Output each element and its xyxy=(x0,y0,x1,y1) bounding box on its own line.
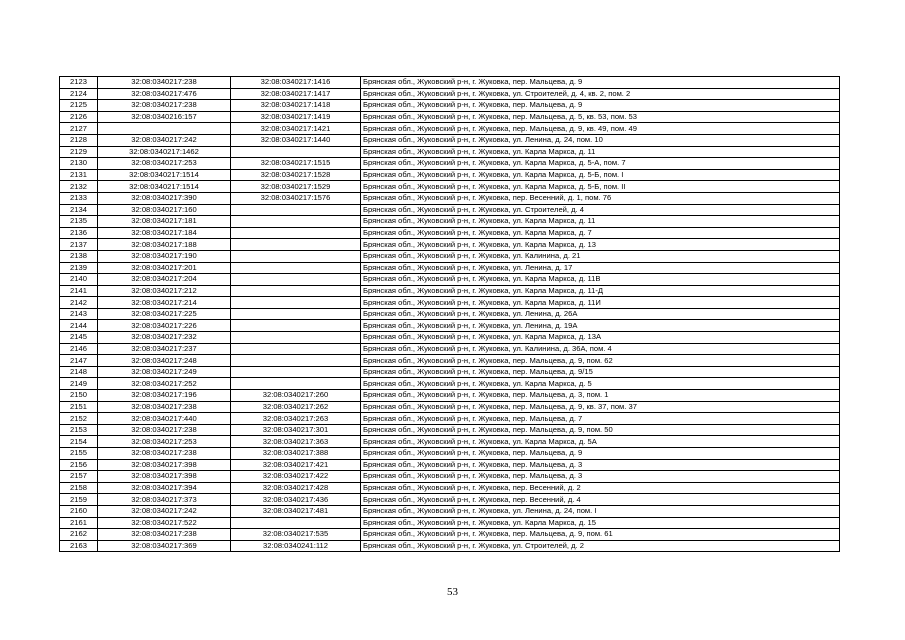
address-cell: Брянская обл., Жуковский р-н, г. Жуковка, пер. Мальцева, д. 9, кв. 49, пом. 49 xyxy=(361,123,840,135)
building-cadastral-number-cell: 32:08:0340217:225 xyxy=(98,308,231,320)
building-cadastral-number-cell: 32:08:0340217:369 xyxy=(98,540,231,552)
building-cadastral-number-cell: 32:08:0340217:214 xyxy=(98,297,231,309)
address-cell: Брянская обл., Жуковский р-н, г. Жуковка, пер. Мальцева, д. 9, пом. 61 xyxy=(361,529,840,541)
row-number-cell: 2137 xyxy=(60,239,98,251)
premises-cadastral-number-cell: 32:08:0340217:301 xyxy=(231,424,361,436)
table-row xyxy=(60,494,840,506)
building-cadastral-number-cell: 32:08:0340217:238 xyxy=(98,100,231,112)
address-cell: Брянская обл., Жуковский р-н, г. Жуковка, ул. Карла Маркса, д. 11 xyxy=(361,216,840,228)
row-number-cell: 2140 xyxy=(60,274,98,286)
premises-cadastral-number-cell: 32:08:0340217:1528 xyxy=(231,169,361,181)
address-cell: Брянская обл., Жуковский р-н, г. Жуковка, пер. Мальцева, д. 9/15 xyxy=(361,366,840,378)
row-number-cell: 2149 xyxy=(60,378,98,390)
table-row xyxy=(60,448,840,460)
address-cell: Брянская обл., Жуковский р-н, г. Жуковка, ул. Ленина, д. 26А xyxy=(361,308,840,320)
building-cadastral-number-cell: 32:08:0340217:253 xyxy=(98,436,231,448)
row-number-cell: 2123 xyxy=(60,77,98,89)
table-row xyxy=(60,100,840,112)
building-cadastral-number-cell: 32:08:0340217:390 xyxy=(98,192,231,204)
premises-cadastral-number-cell: 32:08:0340217:388 xyxy=(231,448,361,460)
table-row xyxy=(60,169,840,181)
premises-cadastral-number-cell xyxy=(231,146,361,158)
premises-cadastral-number-cell xyxy=(231,378,361,390)
table-row xyxy=(60,366,840,378)
row-number-cell: 2153 xyxy=(60,424,98,436)
premises-cadastral-number-cell xyxy=(231,332,361,344)
address-cell: Брянская обл., Жуковский р-н, г. Жуковка, ул. Карла Маркса, д. 5А xyxy=(361,436,840,448)
address-cell: Брянская обл., Жуковский р-н, г. Жуковка, ул. Карла Маркса, д. 7 xyxy=(361,227,840,239)
building-cadastral-number-cell: 32:08:0340217:1514 xyxy=(98,181,231,193)
table-row xyxy=(60,123,840,135)
row-number-cell: 2156 xyxy=(60,459,98,471)
premises-cadastral-number-cell: 32:08:0340217:422 xyxy=(231,471,361,483)
premises-cadastral-number-cell: 32:08:0340217:1440 xyxy=(231,134,361,146)
premises-cadastral-number-cell xyxy=(231,320,361,332)
address-cell: Брянская обл., Жуковский р-н, г. Жуковка, ул. Карла Маркса, д. 11И xyxy=(361,297,840,309)
premises-cadastral-number-cell: 32:08:0340241:112 xyxy=(231,540,361,552)
building-cadastral-number-cell: 32:08:0340217:394 xyxy=(98,482,231,494)
table-row xyxy=(60,181,840,193)
row-number-cell: 2131 xyxy=(60,169,98,181)
row-number-cell: 2151 xyxy=(60,401,98,413)
row-number-cell: 2129 xyxy=(60,146,98,158)
row-number-cell: 2141 xyxy=(60,285,98,297)
table-row xyxy=(60,529,840,541)
row-number-cell: 2138 xyxy=(60,250,98,262)
premises-cadastral-number-cell: 32:08:0340217:1419 xyxy=(231,111,361,123)
building-cadastral-number-cell: 32:08:0340217:249 xyxy=(98,366,231,378)
premises-cadastral-number-cell: 32:08:0340217:421 xyxy=(231,459,361,471)
cadastral-registry-table xyxy=(59,76,840,552)
table-body xyxy=(60,77,840,552)
address-cell: Брянская обл., Жуковский р-н, г. Жуковка, пер. Мальцева, д. 9, пом. 62 xyxy=(361,355,840,367)
row-number-cell: 2136 xyxy=(60,227,98,239)
table-row xyxy=(60,343,840,355)
address-cell: Брянская обл., Жуковский р-н, г. Жуковка, ул. Карла Маркса, д. 5 xyxy=(361,378,840,390)
address-cell: Брянская обл., Жуковский р-н, г. Жуковка, ул. Карла Маркса, д. 15 xyxy=(361,517,840,529)
building-cadastral-number-cell: 32:08:0340217:196 xyxy=(98,390,231,402)
row-number-cell: 2125 xyxy=(60,100,98,112)
address-cell: Брянская обл., Жуковский р-н, г. Жуковка, пер. Мальцева, д. 3 xyxy=(361,459,840,471)
address-cell: Брянская обл., Жуковский р-н, г. Жуковка, пер. Мальцева, д. 9 xyxy=(361,77,840,89)
table-row xyxy=(60,239,840,251)
row-number-cell: 2133 xyxy=(60,192,98,204)
premises-cadastral-number-cell: 32:08:0340217:1529 xyxy=(231,181,361,193)
building-cadastral-number-cell: 32:08:0340217:232 xyxy=(98,332,231,344)
premises-cadastral-number-cell: 32:08:0340217:1576 xyxy=(231,192,361,204)
address-cell: Брянская обл., Жуковский р-н, г. Жуковка, пер. Мальцева, д. 9 xyxy=(361,100,840,112)
row-number-cell: 2126 xyxy=(60,111,98,123)
row-number-cell: 2155 xyxy=(60,448,98,460)
row-number-cell: 2130 xyxy=(60,158,98,170)
building-cadastral-number-cell: 32:08:0340217:238 xyxy=(98,424,231,436)
address-cell: Брянская обл., Жуковский р-н, г. Жуковка, ул. Карла Маркса, д. 11 xyxy=(361,146,840,158)
premises-cadastral-number-cell: 32:08:0340217:1421 xyxy=(231,123,361,135)
table-row xyxy=(60,320,840,332)
table-row xyxy=(60,413,840,425)
table-row xyxy=(60,146,840,158)
building-cadastral-number-cell: 32:08:0340217:238 xyxy=(98,401,231,413)
premises-cadastral-number-cell xyxy=(231,239,361,251)
premises-cadastral-number-cell: 32:08:0340217:481 xyxy=(231,505,361,517)
row-number-cell: 2145 xyxy=(60,332,98,344)
table-row xyxy=(60,88,840,100)
address-cell: Брянская обл., Жуковский р-н, г. Жуковка, ул. Ленина, д. 17 xyxy=(361,262,840,274)
building-cadastral-number-cell: 32:08:0340217:1462 xyxy=(98,146,231,158)
address-cell: Брянская обл., Жуковский р-н, г. Жуковка, ул. Калинина, д. 36А, пом. 4 xyxy=(361,343,840,355)
premises-cadastral-number-cell: 32:08:0340217:262 xyxy=(231,401,361,413)
table-row xyxy=(60,436,840,448)
row-number-cell: 2144 xyxy=(60,320,98,332)
building-cadastral-number-cell: 32:08:0340217:476 xyxy=(98,88,231,100)
premises-cadastral-number-cell xyxy=(231,274,361,286)
table-row xyxy=(60,482,840,494)
building-cadastral-number-cell: 32:08:0340217:398 xyxy=(98,471,231,483)
row-number-cell: 2147 xyxy=(60,355,98,367)
address-cell: Брянская обл., Жуковский р-н, г. Жуковка, ул. Строителей, д. 2 xyxy=(361,540,840,552)
row-number-cell: 2139 xyxy=(60,262,98,274)
table-row xyxy=(60,204,840,216)
table-row xyxy=(60,134,840,146)
table-row xyxy=(60,540,840,552)
table-row xyxy=(60,459,840,471)
table-row xyxy=(60,355,840,367)
building-cadastral-number-cell: 32:08:0340216:157 xyxy=(98,111,231,123)
table-row xyxy=(60,77,840,89)
premises-cadastral-number-cell xyxy=(231,297,361,309)
row-number-cell: 2146 xyxy=(60,343,98,355)
row-number-cell: 2158 xyxy=(60,482,98,494)
table-row xyxy=(60,192,840,204)
table-row xyxy=(60,216,840,228)
address-cell: Брянская обл., Жуковский р-н, г. Жуковка, пер. Мальцева, д. 3 xyxy=(361,471,840,483)
building-cadastral-number-cell: 32:08:0340217:242 xyxy=(98,505,231,517)
address-cell: Брянская обл., Жуковский р-н, г. Жуковка, ул. Карла Маркса, д. 11-Д xyxy=(361,285,840,297)
premises-cadastral-number-cell: 32:08:0340217:363 xyxy=(231,436,361,448)
address-cell: Брянская обл., Жуковский р-н, г. Жуковка, ул. Ленина, д. 24, пом. I xyxy=(361,505,840,517)
premises-cadastral-number-cell xyxy=(231,355,361,367)
premises-cadastral-number-cell: 32:08:0340217:260 xyxy=(231,390,361,402)
table-row xyxy=(60,158,840,170)
address-cell: Брянская обл., Жуковский р-н, г. Жуковка, пер. Весенний, д. 1, пом. 76 xyxy=(361,192,840,204)
table-row xyxy=(60,285,840,297)
row-number-cell: 2162 xyxy=(60,529,98,541)
row-number-cell: 2143 xyxy=(60,308,98,320)
premises-cadastral-number-cell: 32:08:0340217:1416 xyxy=(231,77,361,89)
table-row xyxy=(60,262,840,274)
row-number-cell: 2135 xyxy=(60,216,98,228)
building-cadastral-number-cell: 32:08:0340217:440 xyxy=(98,413,231,425)
address-cell: Брянская обл., Жуковский р-н, г. Жуковка, ул. Карла Маркса, д. 13А xyxy=(361,332,840,344)
table-row xyxy=(60,250,840,262)
building-cadastral-number-cell: 32:08:0340217:522 xyxy=(98,517,231,529)
building-cadastral-number-cell: 32:08:0340217:237 xyxy=(98,343,231,355)
building-cadastral-number-cell: 32:08:0340217:201 xyxy=(98,262,231,274)
building-cadastral-number-cell: 32:08:0340217:238 xyxy=(98,448,231,460)
row-number-cell: 2157 xyxy=(60,471,98,483)
address-cell: Брянская обл., Жуковский р-н, г. Жуковка, ул. Ленина, д. 24, пом. 10 xyxy=(361,134,840,146)
address-cell: Брянская обл., Жуковский р-н, г. Жуковка, ул. Строителей, д. 4, кв. 2, пом. 2 xyxy=(361,88,840,100)
row-number-cell: 2134 xyxy=(60,204,98,216)
table-row xyxy=(60,390,840,402)
table-row xyxy=(60,517,840,529)
premises-cadastral-number-cell: 32:08:0340217:1417 xyxy=(231,88,361,100)
building-cadastral-number-cell: 32:08:0340217:181 xyxy=(98,216,231,228)
table-row xyxy=(60,297,840,309)
address-cell: Брянская обл., Жуковский р-н, г. Жуковка, ул. Карла Маркса, д. 11В xyxy=(361,274,840,286)
row-number-cell: 2160 xyxy=(60,505,98,517)
building-cadastral-number-cell: 32:08:0340217:190 xyxy=(98,250,231,262)
building-cadastral-number-cell: 32:08:0340217:204 xyxy=(98,274,231,286)
row-number-cell: 2163 xyxy=(60,540,98,552)
address-cell: Брянская обл., Жуковский р-н, г. Жуковка, пер. Мальцева, д. 7 xyxy=(361,413,840,425)
premises-cadastral-number-cell xyxy=(231,216,361,228)
address-cell: Брянская обл., Жуковский р-н, г. Жуковка, пер. Мальцева, д. 9, пом. 50 xyxy=(361,424,840,436)
table-row xyxy=(60,227,840,239)
row-number-cell: 2161 xyxy=(60,517,98,529)
building-cadastral-number-cell: 32:08:0340217:252 xyxy=(98,378,231,390)
premises-cadastral-number-cell: 32:08:0340217:428 xyxy=(231,482,361,494)
premises-cadastral-number-cell xyxy=(231,285,361,297)
building-cadastral-number-cell xyxy=(98,123,231,135)
building-cadastral-number-cell: 32:08:0340217:1514 xyxy=(98,169,231,181)
building-cadastral-number-cell: 32:08:0340217:238 xyxy=(98,529,231,541)
address-cell: Брянская обл., Жуковский р-н, г. Жуковка, пер. Мальцева, д. 5, кв. 53, пом. 53 xyxy=(361,111,840,123)
building-cadastral-number-cell: 32:08:0340217:188 xyxy=(98,239,231,251)
premises-cadastral-number-cell xyxy=(231,204,361,216)
address-cell: Брянская обл., Жуковский р-н, г. Жуковка, пер. Мальцева, д. 9 xyxy=(361,448,840,460)
building-cadastral-number-cell: 32:08:0340217:238 xyxy=(98,77,231,89)
address-cell: Брянская обл., Жуковский р-н, г. Жуковка, ул. Строителей, д. 4 xyxy=(361,204,840,216)
premises-cadastral-number-cell xyxy=(231,517,361,529)
address-cell: Брянская обл., Жуковский р-н, г. Жуковка, пер. Весенний, д. 2 xyxy=(361,482,840,494)
address-cell: Брянская обл., Жуковский р-н, г. Жуковка, ул. Карла Маркса, д. 5-Б, пом. II xyxy=(361,181,840,193)
row-number-cell: 2154 xyxy=(60,436,98,448)
address-cell: Брянская обл., Жуковский р-н, г. Жуковка, ул. Ленина, д. 19А xyxy=(361,320,840,332)
row-number-cell: 2150 xyxy=(60,390,98,402)
address-cell: Брянская обл., Жуковский р-н, г. Жуковка, пер. Мальцева, д. 3, пом. 1 xyxy=(361,390,840,402)
table-row xyxy=(60,308,840,320)
premises-cadastral-number-cell: 32:08:0340217:436 xyxy=(231,494,361,506)
building-cadastral-number-cell: 32:08:0340217:160 xyxy=(98,204,231,216)
premises-cadastral-number-cell xyxy=(231,343,361,355)
address-cell: Брянская обл., Жуковский р-н, г. Жуковка, ул. Карла Маркса, д. 5-А, пом. 7 xyxy=(361,158,840,170)
building-cadastral-number-cell: 32:08:0340217:184 xyxy=(98,227,231,239)
table-row xyxy=(60,274,840,286)
row-number-cell: 2148 xyxy=(60,366,98,378)
building-cadastral-number-cell: 32:08:0340217:242 xyxy=(98,134,231,146)
address-cell: Брянская обл., Жуковский р-н, г. Жуковка, ул. Калинина, д. 21 xyxy=(361,250,840,262)
table-row xyxy=(60,111,840,123)
premises-cadastral-number-cell xyxy=(231,227,361,239)
premises-cadastral-number-cell: 32:08:0340217:1515 xyxy=(231,158,361,170)
premises-cadastral-number-cell xyxy=(231,250,361,262)
table-row xyxy=(60,332,840,344)
table-row xyxy=(60,505,840,517)
row-number-cell: 2152 xyxy=(60,413,98,425)
row-number-cell: 2142 xyxy=(60,297,98,309)
address-cell: Брянская обл., Жуковский р-н, г. Жуковка, ул. Карла Маркса, д. 5-Б, пом. I xyxy=(361,169,840,181)
premises-cadastral-number-cell: 32:08:0340217:1418 xyxy=(231,100,361,112)
building-cadastral-number-cell: 32:08:0340217:248 xyxy=(98,355,231,367)
page-number: 53 xyxy=(447,586,458,598)
building-cadastral-number-cell: 32:08:0340217:212 xyxy=(98,285,231,297)
address-cell: Брянская обл., Жуковский р-н, г. Жуковка, пер. Весенний, д. 4 xyxy=(361,494,840,506)
building-cadastral-number-cell: 32:08:0340217:253 xyxy=(98,158,231,170)
row-number-cell: 2127 xyxy=(60,123,98,135)
premises-cadastral-number-cell xyxy=(231,308,361,320)
table-row xyxy=(60,424,840,436)
row-number-cell: 2159 xyxy=(60,494,98,506)
premises-cadastral-number-cell: 32:08:0340217:263 xyxy=(231,413,361,425)
premises-cadastral-number-cell xyxy=(231,262,361,274)
row-number-cell: 2124 xyxy=(60,88,98,100)
address-cell: Брянская обл., Жуковский р-н, г. Жуковка, ул. Карла Маркса, д. 13 xyxy=(361,239,840,251)
premises-cadastral-number-cell xyxy=(231,366,361,378)
address-cell: Брянская обл., Жуковский р-н, г. Жуковка, пер. Мальцева, д. 9, кв. 37, пом. 37 xyxy=(361,401,840,413)
table-row xyxy=(60,471,840,483)
row-number-cell: 2132 xyxy=(60,181,98,193)
row-number-cell: 2128 xyxy=(60,134,98,146)
table-row xyxy=(60,378,840,390)
building-cadastral-number-cell: 32:08:0340217:373 xyxy=(98,494,231,506)
premises-cadastral-number-cell: 32:08:0340217:535 xyxy=(231,529,361,541)
building-cadastral-number-cell: 32:08:0340217:226 xyxy=(98,320,231,332)
building-cadastral-number-cell: 32:08:0340217:398 xyxy=(98,459,231,471)
table-row xyxy=(60,401,840,413)
